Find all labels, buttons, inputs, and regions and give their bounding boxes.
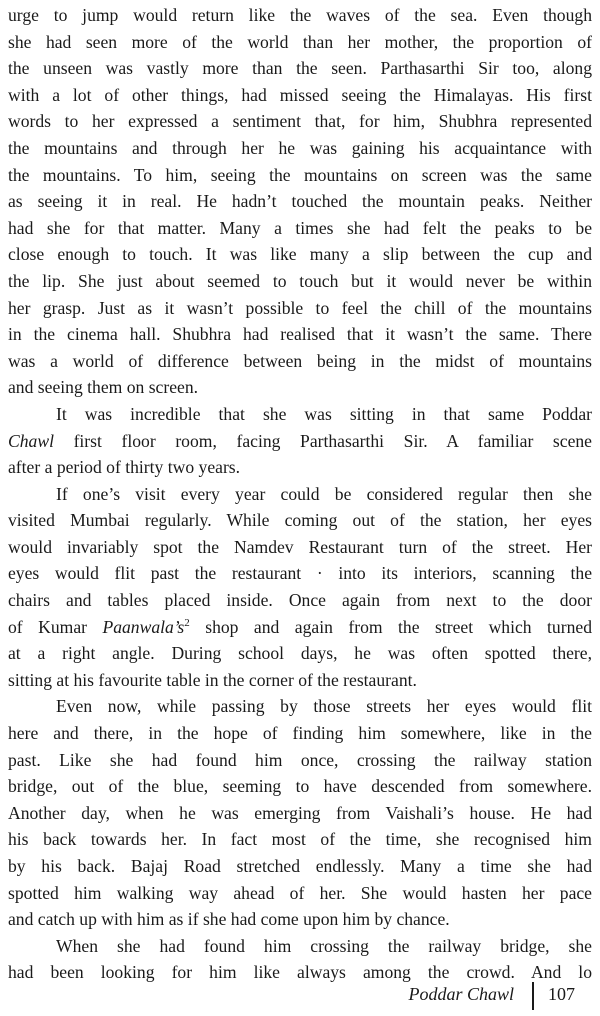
text-line: and seeing them on screen.: [8, 377, 199, 398]
text-line: words to her expressed a sentiment that, for him, Shubhra represented: [8, 111, 592, 132]
text-run: of Kumar: [8, 616, 103, 637]
text-line: his back towards her. In fact most of the time, she recognised him: [8, 829, 592, 850]
text-line: in the cinema hall. Shubhra had realised that it wasn’t the same. There: [8, 324, 592, 345]
text-line: When she had found him crossing the railway bridge, she: [56, 935, 592, 956]
text-line: eyes would flit past the restaurant · into its interiors, scanning the: [8, 563, 592, 584]
text-line: at a right angle. During school days, he was often spotted there,: [8, 643, 592, 664]
text-line: would invariably spot the Namdev Restaurant turn of the street. Her: [8, 536, 592, 557]
paragraph-4: [8, 693, 592, 932]
text-line: the unseen was vastly more than the seen. Parthasarthi Sir too, along: [8, 58, 592, 79]
text-line: urge to jump would return like the waves of the sea. Even though: [8, 5, 592, 25]
text-line: visited Mumbai regularly. While coming out of the station, her eyes: [8, 510, 592, 531]
text-run: shop and again from the street which turned: [189, 616, 592, 637]
emphasis-text: Chawl: [8, 430, 54, 451]
footnote-marker: 2: [184, 616, 190, 629]
text-line: she had seen more of the world than her mother, the proportion of: [8, 31, 592, 52]
text-line: had been looking for him like always among the crowd. And lo: [8, 962, 592, 983]
body-text: [8, 2, 592, 986]
text-line: Even now, while passing by those streets her eyes would flit: [56, 696, 592, 717]
text-line: close enough to touch. It was like many a slip between the cup and: [8, 244, 592, 265]
folio-divider: [532, 982, 534, 1010]
text-line: was a world of difference between being in the midst of mountains: [8, 350, 592, 371]
text-line: after a period of thirty two years.: [8, 457, 241, 478]
text-line: and catch up with him as if she had come upon him by chance.: [8, 909, 450, 930]
text-line: the lip. She just about seemed to touch but it would never be within: [8, 270, 592, 291]
text-line: [8, 428, 592, 455]
text-line: the mountains. To him, seeing the mountains on screen was the same: [8, 164, 592, 185]
text-line: It was incredible that she was sitting in that same Poddar: [56, 403, 592, 424]
emphasis-text: Paanwala’s: [102, 616, 185, 637]
text-line: sitting at his favourite table in the corner of the restaurant.: [8, 669, 417, 690]
running-head: Poddar Chawl: [408, 984, 514, 1004]
text-line: with a lot of other things, had missed seeing the Himalayas. His first: [8, 84, 592, 105]
page-footer: [0, 982, 600, 1012]
text-line: had she for that matter. Many a times she had felt the peaks to be: [8, 217, 592, 238]
paragraph-2: [8, 401, 592, 481]
page-number: 107: [548, 984, 575, 1004]
text-line: spotted him walking way ahead of her. She would hasten her pace: [8, 882, 592, 903]
paragraph-5: [8, 933, 592, 986]
text-line: the mountains and through her he was gaining his acquaintance with: [8, 137, 592, 158]
text-line: here and there, in the hope of finding him somewhere, like in the: [8, 723, 592, 744]
text-line: [8, 614, 592, 641]
text-line: If one’s visit every year could be considered regular then she: [56, 483, 592, 504]
text-line: as seeing it in real. He hadn’t touched the mountain peaks. Neither: [8, 191, 592, 212]
text-line: Another day, when he was emerging from Vaishali’s house. He had: [8, 802, 592, 823]
text-line: bridge, out of the blue, seeming to have descended from somewhere.: [8, 776, 592, 797]
text-line: her grasp. Just as it wasn’t possible to feel the chill of the mountains: [8, 297, 592, 318]
text-line: chairs and tables placed inside. Once again from next to the door: [8, 590, 592, 611]
paragraph-3: [8, 481, 592, 694]
paragraph-1: [8, 2, 592, 401]
text-run: first floor room, facing Parthasarthi Sir. A familiar scene: [53, 430, 592, 451]
text-line: by his back. Bajaj Road stretched endlessly. Many a time she had: [8, 856, 592, 876]
text-line: past. Like she had found him once, crossing the railway station: [8, 749, 592, 770]
